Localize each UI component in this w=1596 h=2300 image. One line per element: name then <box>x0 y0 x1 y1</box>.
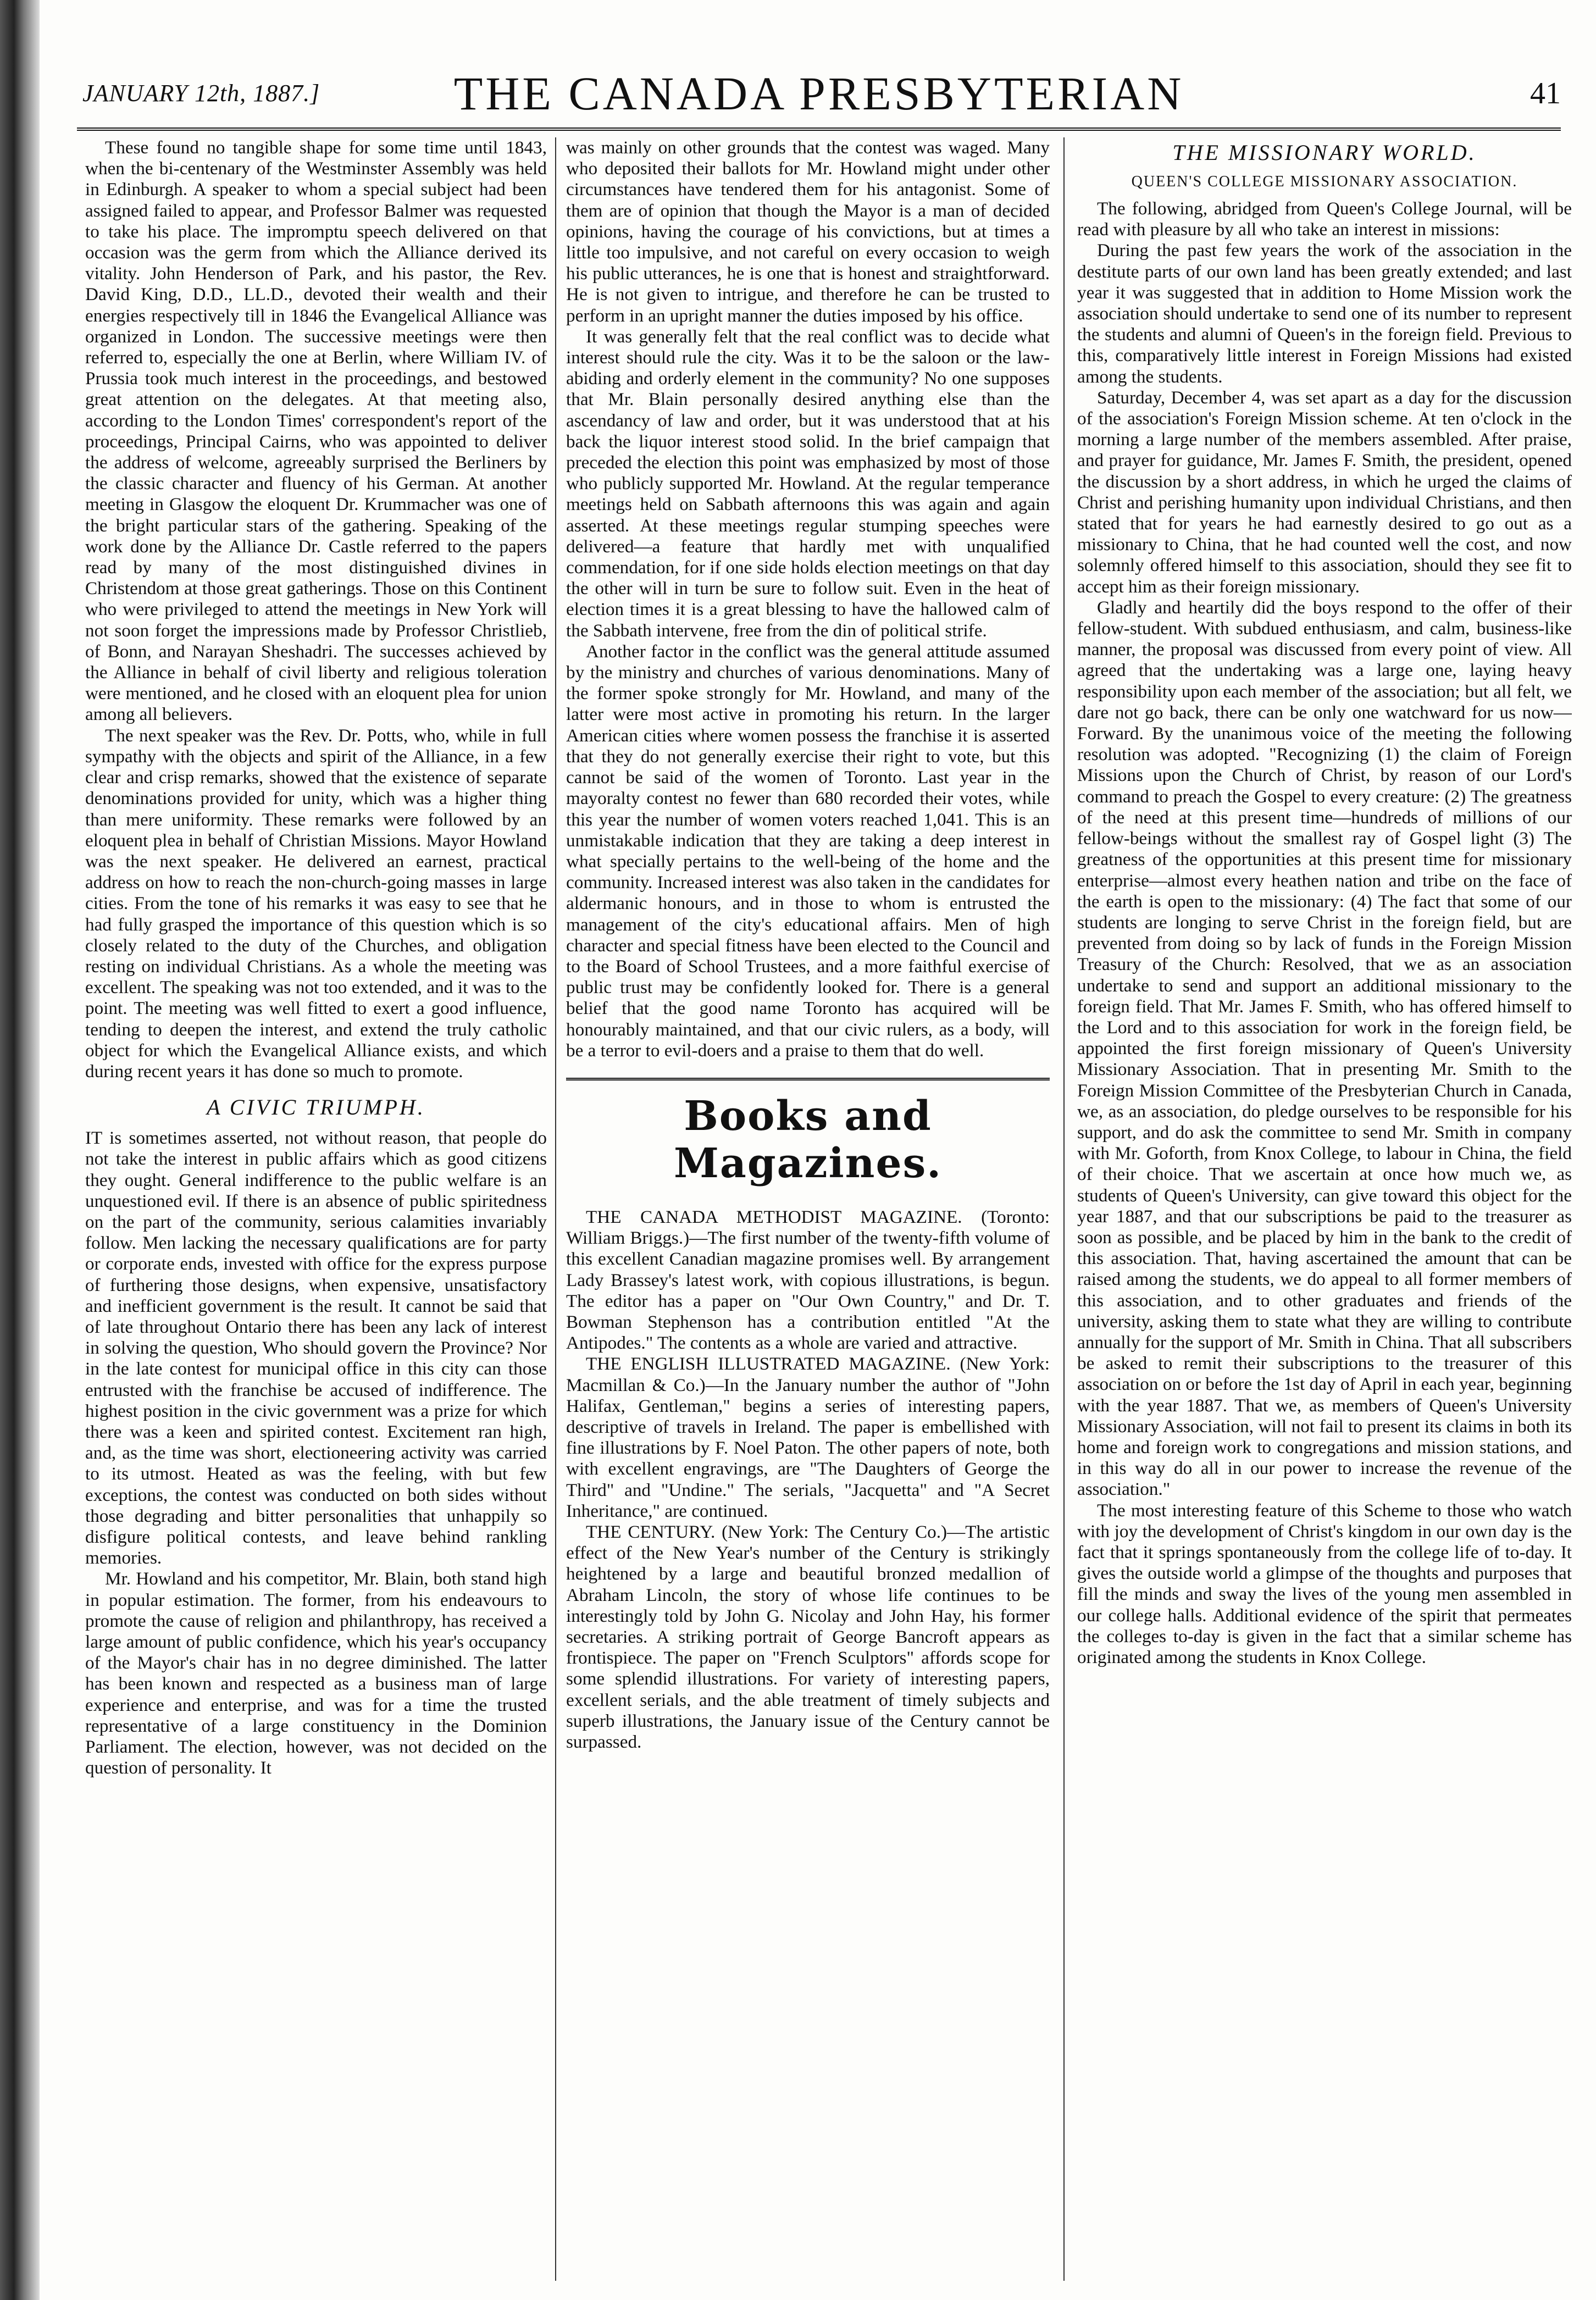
binding-shadow <box>0 0 40 2300</box>
review-paragraph: THE CENTURY. (New York: The Century Co.)—The artistic effect of the New Year's number of the Century is strikingly heightened by a large and beautiful bronzed medallion of Abraham Lincoln, the story of whose life continues to be interestingly told by John G. Nicolay and John Hay, his former secretaries. A striking portrait of George Bancroft appears as frontispiece. The paper on "French Sculptors" affords scope for some splendid illustrations. For variety of interesting papers, excellent serials, and the able treatment of timely subjects and superb illustrations, the January issue of the Century cannot be surpassed. <box>566 1521 1050 1753</box>
column-rule <box>1063 137 1065 2281</box>
article-paragraph: Mr. Howland and his competitor, Mr. Blain, both stand high in popular estimation. The former, from his endeavours to promote the cause of religion and philanthropy, has received a large amount of public confidence, which his year's occupancy of the Mayor's chair has in no degree diminished. The latter has been known and respected as a business man of large experience and enterprise, and was for a time the trusted representative of a large constituency in the Dominion Parliament. The election, however, was not decided on the question of personality. It <box>85 1569 547 1778</box>
article-paragraph: During the past few years the work of the association in the destitute parts of our own land has been greatly extended; and last year it was suggested that in addition to Home Mission work the association should undertake to send one of its number to represent the students and alumni of Queen's in the foreign field. Previous to this, comparatively little interest in Foreign Missions had existed among the students. <box>1077 240 1572 387</box>
section-heading-missionary-world: THE MISSIONARY WORLD. <box>1172 140 1477 165</box>
article-paragraph: IT is sometimes asserted, not without reason, that people do not take the interest in public affairs which as good citizens they ought. General indifference to the public welfare is an unquestioned evil. If there is an absence of public spiritedness on the part of the community, serious calamities invariably follow. Men lacking the necessary qualifications are for party or corporate ends, invested with office for the express purpose of furthering those designs, when expensive, unsatisfactory and inefficient government is the result. It cannot be said that of late throughout Ontario there has been any lack of interest in solving the question, Who should govern the Province? Nor in the late contest for municipal office in this city can those entrusted with the franchise be accused of indifference. The highest position in the civic government was a prize for which there was a keen and spirited contest. Excitement ran high, and, as the time was short, electioneering activity was carried to its utmost. Heated as was the feeling, with but few exceptions, the contest was conducted on both sides without those degrading and bitter personalities that unhappily so disfigure political contests, and leave behind rankling memories. <box>85 1128 547 1569</box>
column-right <box>1077 137 1572 2270</box>
column-left <box>85 137 547 2270</box>
article-paragraph: The following, abridged from Queen's College Journal, will be read with pleasure by all who take an interest in missions: <box>1077 198 1572 240</box>
newspaper-title: THE CANADA PRESBYTERIAN <box>453 67 1184 120</box>
article-paragraph: Saturday, December 4, was set apart as a day for the discussion of the association's Foreign Mission scheme. At ten o'clock in the morning a large number of the members assembled. After praise, and prayer for guidance, Mr. James F. Smith, the president, opened the discussion by a short address, in which he urged the claims of Christ and perishing humanity upon individual Christians, and then stated that for years he had earnestly desired to go out as a missionary to China, that he had counted well the cost, and now solemnly offered himself to this association, should they see fit to accept him as their foreign missionary. <box>1077 387 1572 597</box>
subheading-queens-college: QUEEN'S COLLEGE MISSIONARY ASSOCIATION. <box>1131 173 1518 190</box>
article-paragraph: The next speaker was the Rev. Dr. Potts, who, while in full sympathy with the objects and spirit of the Alliance, in a few clear and crisp remarks, showed that the existence of separate denominations provided for unity, which was a higher thing than mere uniformity. These remarks were followed by an eloquent plea in behalf of Christian Missions. Mayor Howland was the next speaker. He delivered an earnest, practical address on how to reach the non-church-going masses in large cities. From the tone of his remarks it was easy to see that he had fully grasped the importance of this question which is so closely related to the duty of the Churches, and obligation resting on individual Christians. As a whole the meeting was excellent. The speaking was not too extended, and it was to the point. The meeting was well fitted to exert a good influence, tending to deepen the interest, and extend the truly catholic object for which the Evangelical Alliance exists, and which during recent years it has done so much to promote. <box>85 725 547 1082</box>
article-paragraph: Gladly and heartily did the boys respond to the offer of their fellow-student. With subdued enthusiasm, and calm, business-like manner, the proposal was discussed from every point of view. All agreed that the undertaking was a large one, laying heavy responsibility upon each member of the association; but all felt, we dare not go back, there can be only one watchward for us now—Forward. By the unanimous voice of the meeting the following resolution was adopted. "Recognizing (1) the claim of Foreign Missions upon the Church of Christ, by reason of our Lord's command to preach the Gospel to every creature: (2) The greatness of the need at this present time—hundreds of millions of our fellow-beings without the smallest ray of Gospel light (3) The greatness of the opportunities at this present time for missionary enterprise—almost every heathen nation and tribe on the face of the earth is open to the missionary: (4) The fact that some of our students are longing to serve Christ in the foreign field, but are prevented from doing so by lack of funds in the Foreign Mission Treasury of the Church: Resolved, that we as an association undertake to send and support an additional missionary to the foreign field. That Mr. James F. Smith, who has offered himself to the Lord and to this association for work in the foreign field, be appointed the first foreign missionary of Queen's University Missionary Association. That in presenting Mr. Smith to the Foreign Mission Committee of the Presbyterian Church in Canada, we, as an association, do pledge ourselves to be responsible for his support, and do ask the committee to send Mr. Smith in company with Mr. Goforth, from Knox College, to labour in China, the field of their choice. That we ascertain at once how much we, as students of Queen's University, can give toward this object for the year 1887, and that our subscriptions be paid to the treasurer as soon as possible, and be placed by him in the bank to the credit of this association. That, having ascertained the amount that can be raised among the students, we do appeal to all former members of this association, and to other graduates and friends of the university, asking them to state what they are willing to contribute annually for the support of Mr. Smith in China. That all subscribers be asked to remit their subscriptions to the treasurer of this association on or before the 1st day of April in each year, beginning with the year 1887. That we, as members of Queen's University Missionary Association, will not fail to present its claims in both its home and foreign work to congregations and mission stations, and in this way do all in our power to increase the revenue of the association." <box>1077 597 1572 1500</box>
page-number: 41 <box>1530 76 1561 110</box>
article-paragraph: The most interesting feature of this Scheme to those who watch with joy the development of Christ's kingdom in our own day is the fact that it springs spontaneously from the college life of to-day. It gives the outside world a glimpse of the thoughts and purposes that fill the minds and sway the lives of the young men assembled in our college halls. Additional evidence of the spirit that permeates the colleges to-day is given in the fact that a similar scheme has originated among the students in Knox College. <box>1077 1500 1572 1668</box>
article-paragraph: was mainly on other grounds that the contest was waged. Many who deposited their ballots for Mr. Howland might under other circumstances have tendered them for his antagonist. Some of them are of opinion that though the Mayor is a man of decided opinions, having the courage of his convictions, but at times a little too impulsive, and not careful on every occasion to weigh his public utterances, he is one that is honest and straightforward. He is not given to intrigue, and therefore he can be trusted to perform in an upright manner the duties imposed by his office. <box>566 137 1050 326</box>
header-rule <box>77 128 1561 131</box>
column-rule <box>555 137 556 2281</box>
article-paragraph: Another factor in the conflict was the general attitude assumed by the ministry and churches of various denominations. Many of the former spoke strongly for Mr. Howland, and many of the latter were most active in promoting his return. In the larger American cities where women possess the franchise it is asserted that they do not generally exercise their right to vote, but this cannot be said of the women of Toronto. Last year in the mayoralty contest no fewer than 680 recorded their votes, while this year the number of women voters reached 1,041. This is an unmistakable indication that they are taking a deep interest in what specially pertains to the well-being of the home and the community. Increased interest was also taken in the candidates for aldermanic honours, and in those to whom is entrusted the management of the city's educational affairs. Men of high character and special fitness have been elected to the Council and to the Board of School Trustees, and a more faithful exercise of public trust may be confidently looked for. There is a general belief that the good name Toronto has acquired will be honourably maintained, and that our civic rulers, as a body, will be a terror to evil-doers and a praise to them that do well. <box>566 641 1050 1061</box>
section-heading-books-and-magazines: Books and Magazines. <box>566 1078 1050 1193</box>
review-paragraph: THE CANADA METHODIST MAGAZINE. (Toronto: William Briggs.)—The first number of the twenty-fifth volume of this excellent Canadian magazine promises well. By arrangement Lady Brassey's latest work, with copious illustrations, is begun. The editor has a paper on "Our Own Country," and Dr. T. Bowman Stephenson has a contribution entitled "At the Antipodes." The contents as a whole are varied and attractive. <box>566 1206 1050 1354</box>
page-header <box>77 59 1561 120</box>
article-paragraph: It was generally felt that the real conflict was to decide what interest should rule the city. Was it to be the saloon or the law-abiding and orderly element in the community? No one supposes that Mr. Blain personally desired anything else than the ascendancy of law and order, but it was understood that at his back the liquor interest stood solid. In the brief campaign that preceded the election this point was emphasized by most of those who publicly supported Mr. Howland. At the regular temperance meetings held on Sabbath afternoons this was again and again asserted. At these meetings regular stumping speeches were delivered—a feature that hardly met with unqualified commendation, for if one side holds election meetings on that day the other will in turn be sure to follow suit. Even in the heat of election times it is a great blessing to have the hallowed calm of the Sabbath intervene, free from the din of political strife. <box>566 326 1050 641</box>
review-paragraph: THE ENGLISH ILLUSTRATED MAGAZINE. (New York: Macmillan & Co.)—In the January number the author of "John Halifax, Gentleman," begins a series of interesting papers, descriptive of travels in Ireland. The paper is embellished with fine illustrations by F. Noel Paton. The other papers of note, both with excellent engravings, are "The Daughters of George the Third" and "Undine." The serials, "Jacquetta" and "A Secret Inheritance," are continued. <box>566 1354 1050 1521</box>
article-paragraph: These found no tangible shape for some time until 1843, when the bi-centenary of the Westminster Assembly was held in Edinburgh. A speaker to whom a special subject had been assigned failed to appear, and Professor Balmer was requested to take his place. The impromptu speech delivered on that occasion was the germ from which the Alliance derived its vitality. John Henderson of Park, and his pastor, the Rev. David King, D.D., LL.D., devoted their wealth and their energies respectively till in 1846 the Evangelical Alliance was organized in London. The successive meetings were then referred to, especially the one at Berlin, where William IV. of Prussia took much interest in the proceedings, and bestowed great attention on the delegates. At that meeting also, according to the London Times' correspondent's report of the proceedings, Principal Cairns, who was appointed to deliver the address of welcome, agreeably surprised the Berliners by the classic character and fluency of his German. At another meeting in Glasgow the eloquent Dr. Krummacher was one of the bright particular stars of the gathering. Speaking of the work done by the Alliance Dr. Castle referred to the papers read by many of the most distinguished divines in Christendom at those great gatherings. Those on this Continent who were privileged to attend the meetings in New York will not soon forget the impressions made by Professor Christlieb, of Bonn, and Narayan Sheshadri. The successes achieved by the Alliance in behalf of civil liberty and religious toleration were mentioned, and he closed with an eloquent plea for union among all believers. <box>85 137 547 725</box>
column-middle <box>566 137 1050 2270</box>
section-heading-civic-triumph: A CIVIC TRIUMPH. <box>207 1095 425 1120</box>
issue-date: JANUARY 12th, 1887.] <box>82 80 320 107</box>
facing-page-edge <box>40 96 66 1305</box>
